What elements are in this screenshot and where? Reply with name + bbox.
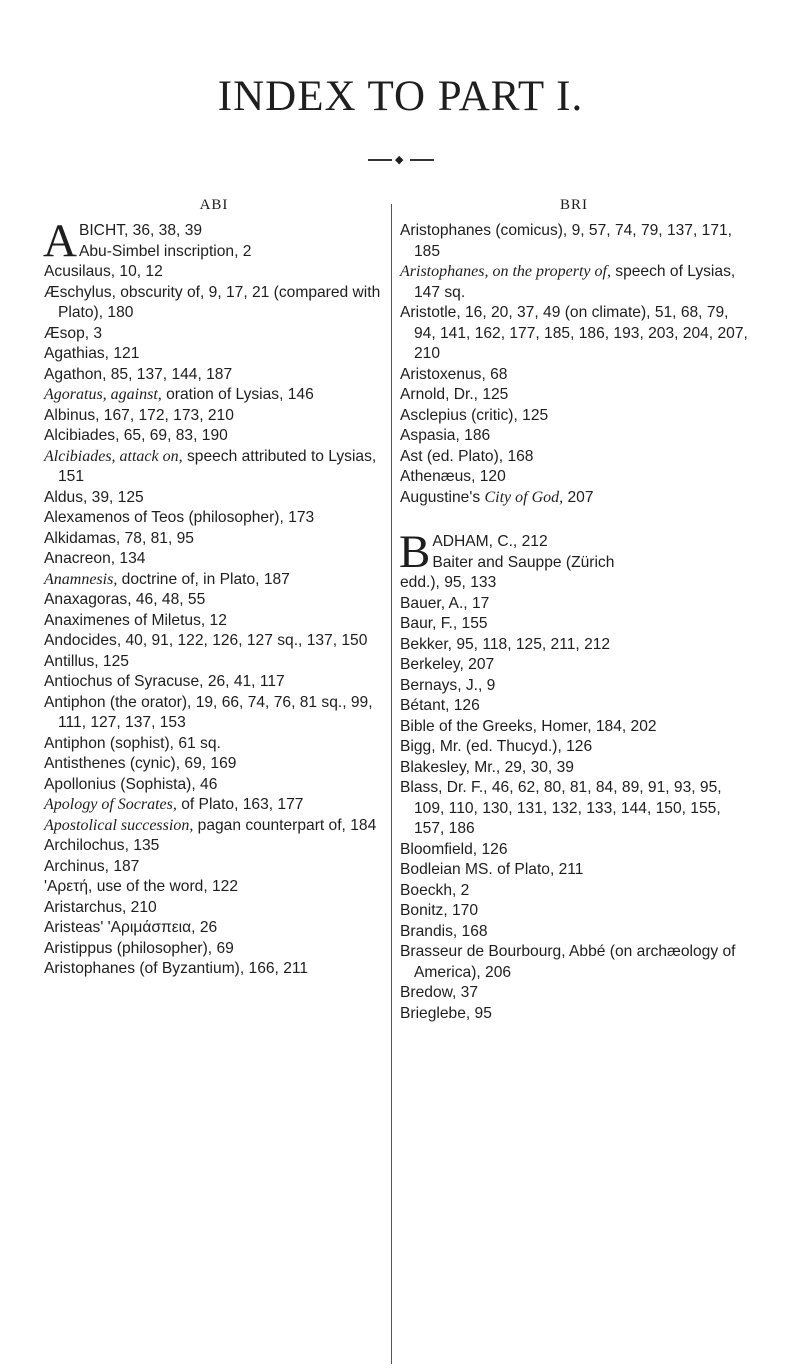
index-entry [400,860,748,881]
entry-text: Albinus, 167, 172, 173, 210 [44,406,234,424]
left-column-header: ABI [199,197,229,213]
index-entry [400,881,748,902]
entry-text: Brieglebe, 95 [400,1004,492,1022]
entry-text: pagan counterpart of, 184 [193,816,377,834]
index-entry [400,778,748,840]
index-entry: Baiter and Sauppe (Zürich [432,553,615,571]
entry-text: Bekker, 95, 118, 125, 211, 212 [400,635,611,653]
entry-text: Aristophanes (of Byzantium), 166, 211 [44,960,309,977]
left-column [44,195,384,980]
entry-text: Archinus, 187 [44,857,140,875]
index-entry [44,426,384,447]
entry-text: Berkeley, 207 [400,656,495,673]
index-entry [44,365,384,386]
column-divider [391,204,392,1364]
index-entry: BICHT, 36, 38, 39 [78,222,203,239]
right-column-header: BRI [559,197,588,213]
entry-italic-title: City of God, [484,488,564,506]
index-entry [400,840,748,861]
index-entry [44,734,384,755]
index-entry: Abu-Simbel inscription, 2 [78,242,252,260]
entry-text: Brasseur de Bourbourg, Abbé (on archæology of America), 206 [400,943,736,981]
right-entries-a [400,221,748,508]
index-entry [44,283,384,324]
index-entry [400,426,748,447]
entry-text: speech attributed to Lysias, 151 [58,447,377,485]
entry-text: Asclepius (critic), 125 [400,406,549,424]
index-entry [44,529,384,550]
index-entry [44,652,384,673]
index-entry [400,406,748,427]
entry-text: Aristarchus, 210 [44,898,157,916]
index-entry [44,549,384,570]
entry-text: of Plato, 163, 177 [176,796,304,813]
index-entry [44,795,384,816]
entry-text: Bodleian MS. of Plato, 211 [400,861,584,878]
index-entry [400,594,748,615]
index-entry [44,836,384,857]
index-entry [44,898,384,919]
index-entry: edd.), 95, 133 [400,574,497,591]
entry-text: Bredow, 37 [400,984,479,1001]
entry-text: 'Αρετή, use of the word, 122 [44,878,239,895]
index-entry [44,611,384,632]
index-entry [400,655,748,676]
entry-italic-title: Aristophanes, on the property of, [400,263,611,280]
index-entry [44,672,384,693]
index-entry [400,983,748,1004]
right-column [400,195,748,1024]
drop-cap-a: A [43,215,77,267]
entry-text: Antiphon (the orator), 19, 66, 74, 76, 81 sq., 99, 111, 127, 137, 153 [44,693,373,731]
page-title: INDEX TO PART I. [217,73,584,120]
entry-italic-title: Agoratus, against, [44,386,162,403]
entry-text: Aristeas' 'Αριμάσπεια, 26 [44,919,218,936]
entry-text: Bonitz, 170 [400,902,479,919]
index-entry [400,922,748,943]
entry-italic-title: Apostolical succession, [44,816,194,834]
entry-text: Bauer, A., 17 [400,594,490,612]
index-entry [44,877,384,898]
title-ornament [368,154,434,166]
entry-text: Alexamenos of Teos (philosopher), 173 [44,509,315,526]
entry-text: Brandis, 168 [400,922,488,940]
entry-text: Æsop, 3 [44,324,103,342]
entry-text: speech of Lysias, 147 sq. [414,263,736,301]
index-entry [44,590,384,611]
entry-text: Aldus, 39, 125 [44,488,144,506]
right-entries-b [400,594,748,1025]
index-entry [44,488,384,509]
entry-text: Acusilaus, 10, 12 [44,263,163,280]
entry-text: Alcibiades, 65, 69, 83, 190 [44,427,228,444]
index-entry [400,262,748,303]
entry-text: Agathon, 85, 137, 144, 187 [44,365,233,383]
entry-italic-title: Apology of Socrates, [44,796,177,813]
entry-text: Augustine's [400,488,485,506]
entry-text: Bloomfield, 126 [400,840,508,858]
index-entry [44,959,384,980]
entry-text: Aristophanes (comicus), 9, 57, 74, 79, 137, 171, 185 [400,222,732,260]
index-entry: ADHAM, C., 212 [432,533,548,550]
entry-text: Antiochus of Syracuse, 26, 41, 117 [44,673,285,690]
index-entry [400,614,748,635]
index-entry [44,385,384,406]
entry-text: Aristotle, 16, 20, 37, 49 (on climate), 51, 68, 79, 94, 141, 162, 177, 185, 186, 193, 203, 204, 207, 210 [400,304,748,362]
index-entry [44,693,384,734]
index-entry [44,262,384,283]
index-entry [44,857,384,878]
index-entry [400,696,748,717]
diamond-icon: ◆ [395,153,404,166]
entry-text: Apollonius (Sophista), 46 [44,775,218,793]
section-b-start [399,526,748,594]
index-entry [400,447,748,468]
index-entry [400,758,748,779]
index-entry [400,717,748,738]
index-entry [400,385,748,406]
entry-text: Anacreon, 134 [44,550,146,567]
entry-text: Antisthenes (cynic), 69, 169 [44,755,237,772]
index-entry [44,754,384,775]
index-entry [44,631,384,652]
index-entry [400,365,748,386]
entry-text: doctrine of, in Plato, 187 [117,570,290,588]
index-entry [400,676,748,697]
entry-text: Anaximenes of Miletus, 12 [44,611,227,629]
entry-text: Boeckh, 2 [400,881,470,899]
entry-italic-title: Anamnesis, [44,570,118,588]
entry-text: Aristippus (philosopher), 69 [44,939,234,957]
entry-text: Aristoxenus, 68 [400,365,508,383]
entry-text: Bétant, 126 [400,697,480,714]
entry-text: Archilochus, 135 [44,837,160,854]
entry-text: Blakesley, Mr., 29, 30, 39 [400,758,574,776]
index-entry [44,447,384,488]
entry-text: Bernays, J., 9 [400,676,496,694]
entry-italic-title: Alcibiades, attack on, [44,447,183,465]
index-entry [44,775,384,796]
entry-text: Arnold, Dr., 125 [400,386,509,403]
section-a-start [43,215,384,267]
entry-text: Bigg, Mr. (ed. Thucyd.), 126 [400,738,593,755]
entry-text: Alkidamas, 78, 81, 95 [44,529,194,547]
entry-text: Blass, Dr. F., 46, 62, 80, 81, 84, 89, 91, 93, 95, 109, 110, 130, 131, 132, 133, 144, 150, 155, 157, 186 [400,779,722,837]
index-entry [400,488,748,509]
index-entry [400,737,748,758]
entry-text: oration of Lysias, 146 [161,386,314,403]
left-entries [44,262,384,980]
index-entry [400,901,748,922]
index-entry [44,344,384,365]
entry-text: Antiphon (sophist), 61 sq. [44,734,221,752]
entry-text: Baur, F., 155 [400,615,488,632]
index-entry [44,324,384,345]
index-entry [400,1004,748,1025]
entry-text: Agathias, 121 [44,345,140,362]
entry-text: 207 [563,488,594,506]
entry-text: Æschylus, obscurity of, 9, 17, 21 (compared with Plato), 180 [44,283,381,321]
entry-text: Bible of the Greeks, Homer, 184, 202 [400,717,657,735]
entry-text: Athenæus, 120 [400,468,506,485]
index-entry [44,939,384,960]
index-entry [400,467,748,488]
entry-text: Ast (ed. Plato), 168 [400,447,534,465]
index-entry [44,570,384,591]
index-entry [400,221,748,262]
index-entry [44,918,384,939]
index-entry [400,635,748,656]
index-entry [44,406,384,427]
entry-text: Aspasia, 186 [400,427,491,444]
index-entry [400,942,748,983]
drop-cap-b: B [399,526,431,578]
entry-text: Anaxagoras, 46, 48, 55 [44,591,206,608]
entry-text: Andocides, 40, 91, 122, 126, 127 sq., 137, 150 [44,632,368,649]
index-entry [400,303,748,365]
entry-text: Antillus, 125 [44,652,129,670]
index-entry [44,508,384,529]
index-entry [44,816,384,837]
